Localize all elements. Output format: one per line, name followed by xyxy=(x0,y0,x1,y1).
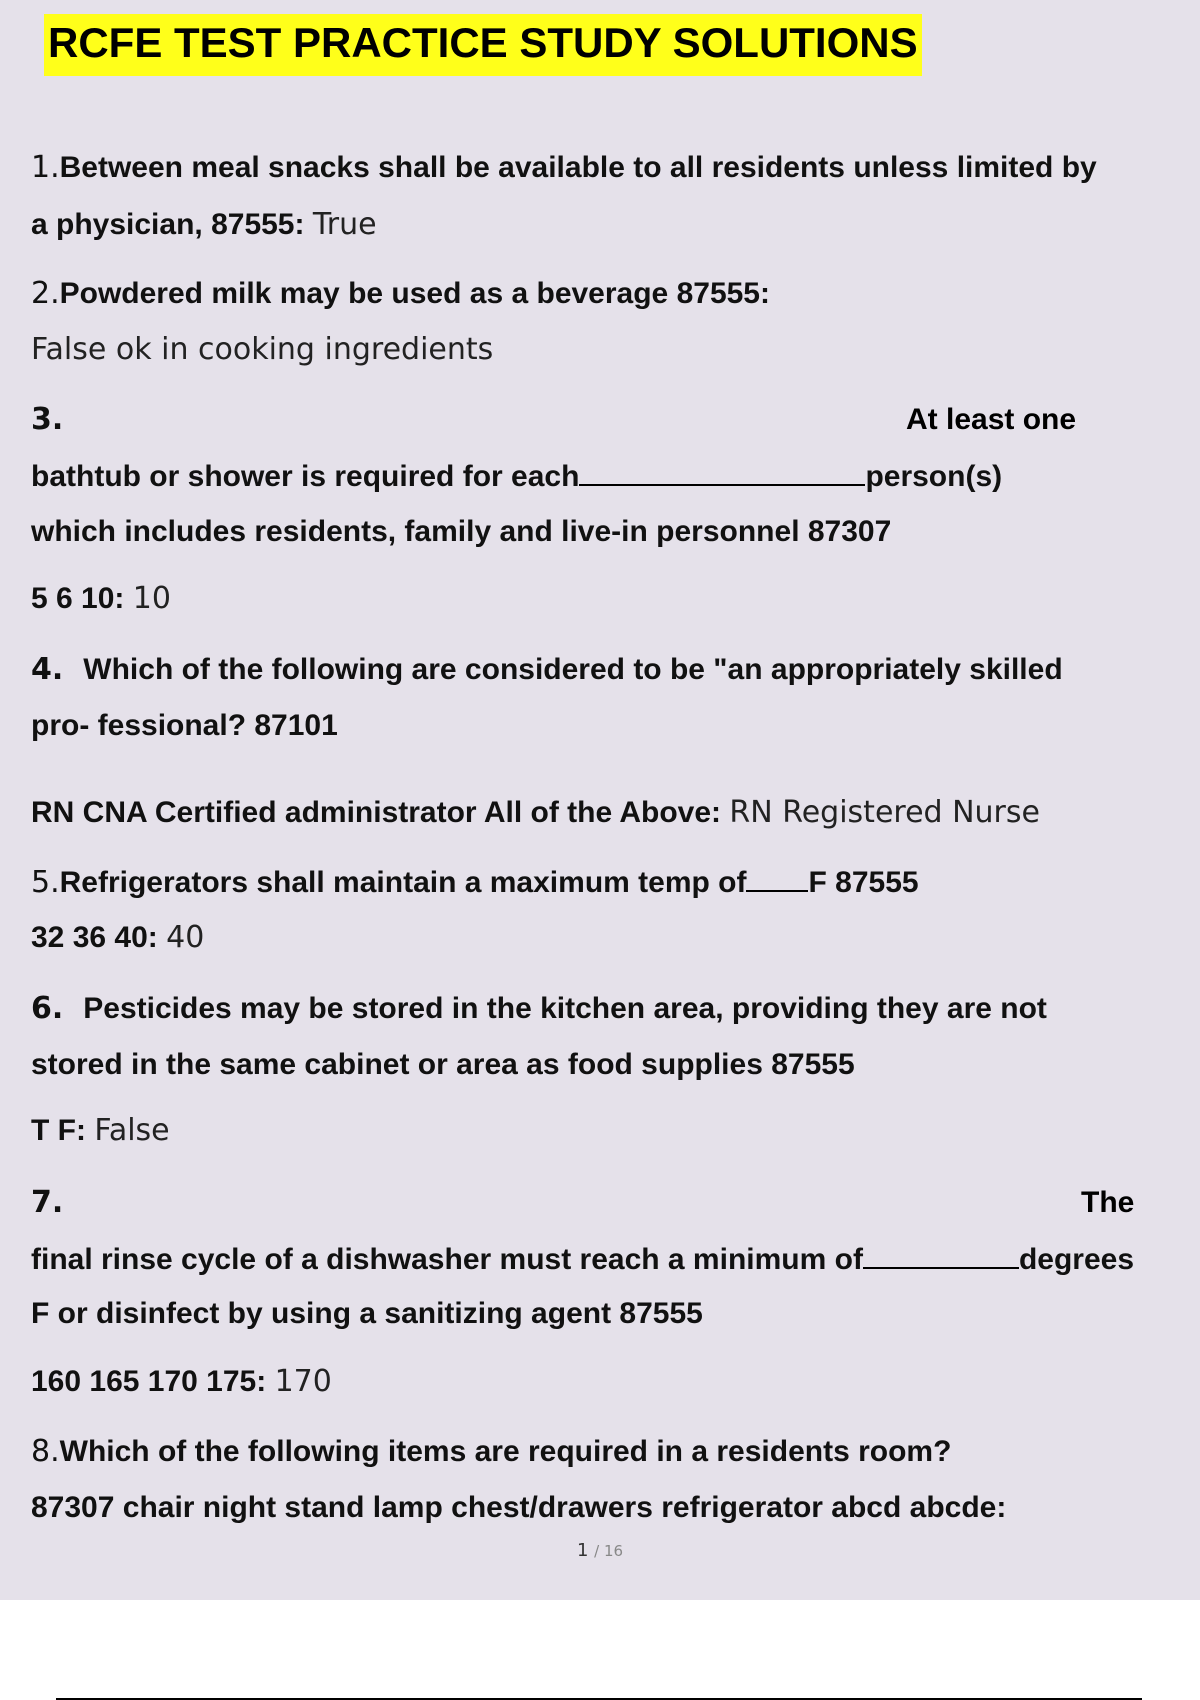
answer-blank xyxy=(746,862,808,892)
question-number: 7. xyxy=(31,1185,64,1220)
question-prompt: a physician, 87555: xyxy=(31,208,305,241)
question-2-line-2 xyxy=(31,330,493,370)
question-prompt: 87307 chair night stand lamp chest/drawers refrigerator abcd abcde: xyxy=(31,1491,1007,1524)
question-2-line-1 xyxy=(31,274,770,314)
question-number: 5. xyxy=(31,865,60,900)
question-number: 3. xyxy=(31,402,64,437)
question-6-line-2 xyxy=(31,1045,855,1085)
question-prompt: Pesticides may be stored in the kitchen area, providing they are not xyxy=(83,992,1047,1025)
question-options: 32 36 40: xyxy=(31,921,158,954)
question-number: 6. xyxy=(31,991,64,1026)
question-prompt: The xyxy=(1081,1186,1135,1219)
question-5-line-1 xyxy=(31,862,919,903)
answer-blank xyxy=(863,1239,1019,1269)
question-options: T F: xyxy=(31,1114,86,1147)
question-1-line-2 xyxy=(31,205,377,245)
question-options: 5 6 10: xyxy=(31,582,125,615)
question-answer: False ok in cooking ingredients xyxy=(31,332,494,367)
question-3-line-4 xyxy=(31,579,171,619)
question-prompt: bathtub or shower is required for each xyxy=(31,460,580,493)
question-4-line-1 xyxy=(31,650,1063,690)
question-7-line-3 xyxy=(31,1294,703,1334)
question-answer: False xyxy=(94,1113,170,1148)
question-options: 160 165 170 175: xyxy=(31,1365,267,1398)
question-prompt: final rinse cycle of a dishwasher must reach a minimum of xyxy=(31,1243,863,1276)
question-prompt: stored in the same cabinet or area as food supplies 87555 xyxy=(31,1048,855,1081)
question-5-line-2 xyxy=(31,918,204,958)
question-7-line-1 xyxy=(31,1183,63,1223)
question-prompt: degrees xyxy=(1018,1243,1135,1276)
question-8-line-1 xyxy=(31,1432,951,1472)
question-number: 8. xyxy=(31,1434,60,1469)
question-3-line-1 xyxy=(31,400,63,440)
question-prompt: Refrigerators shall maintain a maximum temp of xyxy=(59,866,747,899)
question-7-line-4 xyxy=(31,1362,332,1402)
question-prompt: F 87555 xyxy=(808,866,919,899)
page-indicator xyxy=(0,1540,1200,1561)
page-current: 1 xyxy=(576,1540,589,1561)
question-answer: 10 xyxy=(132,581,171,616)
question-prompt: F or disinfect by using a sanitizing agent 87555 xyxy=(31,1297,703,1330)
question-8-line-2 xyxy=(31,1488,1006,1528)
question-number: 4. xyxy=(31,652,64,687)
question-7-line-2 xyxy=(31,1239,1134,1280)
question-6-line-3 xyxy=(31,1111,170,1151)
question-answer: 40 xyxy=(166,920,205,955)
question-number: 2. xyxy=(31,276,60,311)
question-options: RN CNA Certified administrator All of the Above: xyxy=(31,796,722,829)
question-3-line-2 xyxy=(31,456,1002,497)
question-answer: 170 xyxy=(274,1364,332,1399)
question-7-head xyxy=(1081,1183,1134,1223)
question-prompt: person(s) xyxy=(865,460,1003,493)
question-prompt: pro- fessional? 87101 xyxy=(31,709,338,742)
question-4-line-2 xyxy=(31,706,338,746)
question-1-line-1 xyxy=(31,148,1097,188)
question-answer: True xyxy=(312,207,377,242)
question-3-line-3 xyxy=(31,512,891,552)
question-prompt: which includes residents, family and live-in personnel 87307 xyxy=(31,515,892,548)
question-number: 1. xyxy=(31,150,60,185)
question-prompt: Between meal snacks shall be available to all residents unless limited by xyxy=(59,151,1097,184)
question-prompt: At least one xyxy=(906,403,1077,436)
question-3-head xyxy=(906,400,1076,440)
page-total: / 16 xyxy=(594,1542,624,1560)
document-title: RCFE TEST PRACTICE STUDY SOLUTIONS xyxy=(44,14,922,76)
question-answer: RN Registered Nurse xyxy=(729,795,1040,830)
question-4-line-3 xyxy=(31,793,1040,833)
question-prompt: Which of the following items are required in a residents room? xyxy=(59,1435,952,1468)
answer-blank xyxy=(579,456,865,486)
question-prompt: Which of the following are considered to be "an appropriately skilled xyxy=(83,653,1063,686)
question-6-line-1 xyxy=(31,989,1047,1029)
question-prompt: Powdered milk may be used as a beverage 87555: xyxy=(59,277,770,310)
